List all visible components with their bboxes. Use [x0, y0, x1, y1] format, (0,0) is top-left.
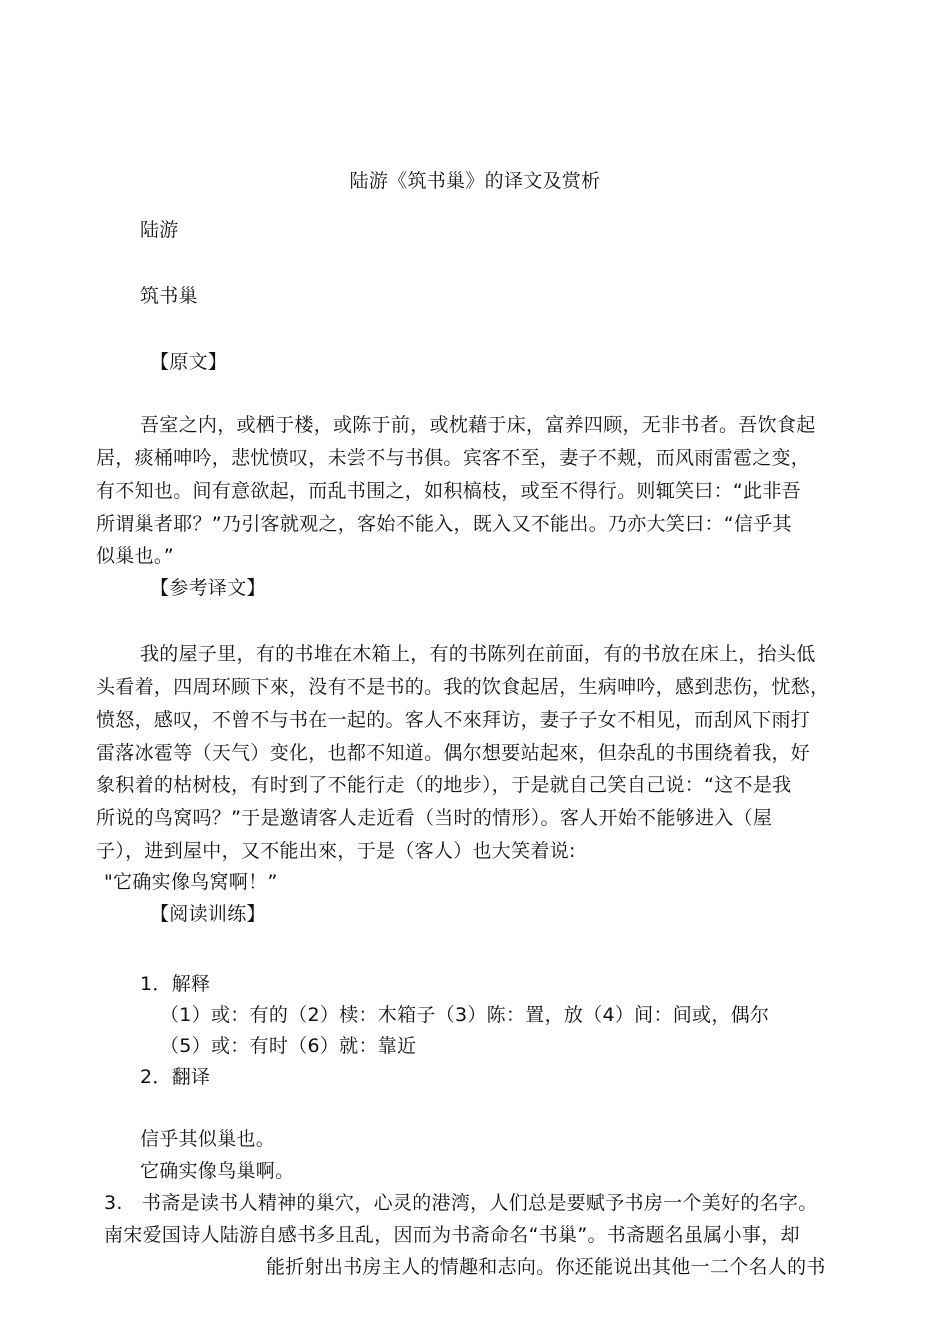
question-3-line: 能折射出书房主人的情趣和志向。你还能说出其他一二个名人的书 — [266, 1256, 826, 1278]
translation-line: 头看着，四周环顾下來，没有不是书的。我的饮食起居，生病呻吟，感到悲伤，忧愁， — [96, 676, 830, 698]
original-line: 居，痰桶呻吟，悲忧愤叹，未尝不与书俱。宾客不至，妻子不觌，而风雨雷雹之变， — [96, 447, 811, 469]
original-line: 有不知也。间有意欲起，而乱书围之，如积槁枝，或至不得行。则辄笑曰：“此非吾 — [96, 480, 801, 502]
original-line: 似巢也。” — [96, 545, 174, 567]
question-1-answer-line: （5）或：有时（6）就：靠近 — [160, 1035, 417, 1057]
translation-heading: 【参考译文】 — [150, 577, 266, 599]
question-1-answer-line: （1）或：有的（2）椟：木箱子（3）陈：置，放（4）间：间或，偶尔 — [160, 1004, 770, 1026]
original-line: 所谓巢者耶？”乃引客就观之，客始不能入，既入又不能出。乃亦大笑曰：“信乎其 — [96, 513, 792, 535]
exercise-heading: 【阅读训练】 — [150, 903, 266, 925]
author-name: 陆游 — [140, 219, 179, 241]
translation-line: 子），进到屋中，又不能出來，于是（客人）也大笑着说: — [96, 840, 576, 862]
translation-line: 所说的鸟窝吗？”于是邀请客人走近看（当时的情形）。客人开始不能够进入（屋 — [96, 807, 773, 829]
question-2-sentence: 信乎其似巢也。 — [140, 1128, 276, 1150]
translation-line: 我的屋子里，有的书堆在木箱上，有的书陈列在前面，有的书放在床上，抬头低 — [140, 643, 816, 665]
original-line: 吾室之内，或栖于楼，或陈于前，或枕藉于床，富养四顾，无非书者。吾饮食起 — [140, 414, 816, 436]
question-2-label: 2．翻译 — [140, 1066, 211, 1088]
translation-quote: "它确实像鸟窝啊！” — [104, 871, 278, 893]
question-3-line: 南宋爱国诗人陆游自感书多且乱，因而为书斋命名“书巢”。书斋题名虽属小事，却 — [104, 1224, 800, 1246]
document-title: 陆游《筑书巢》的译文及赏析 — [349, 170, 601, 192]
question-1-label: 1．解释 — [140, 973, 211, 995]
question-3-line: 3. 书斋是读书人精神的巢穴，心灵的港湾，人们总是要赋予书房一个美好的名字。 — [104, 1192, 818, 1214]
translation-line: 雷落冰雹等（天气）变化，也都不知道。偶尔想要站起來，但杂乱的书围绕着我，好 — [96, 742, 811, 764]
translation-line: 愤怒，感叹，不曾不与书在一起的。客人不來拜访，妻子子女不相见，而刮风下雨打 — [96, 709, 811, 731]
original-heading: 【原文】 — [150, 351, 228, 373]
translation-line: 象积着的枯树枝，有时到了不能行走（的地步），于是就自己笑自己说：“这不是我 — [96, 774, 792, 796]
work-title: 筑书巢 — [140, 285, 198, 307]
question-2-answer: 它确实像鸟巢啊。 — [140, 1160, 295, 1182]
